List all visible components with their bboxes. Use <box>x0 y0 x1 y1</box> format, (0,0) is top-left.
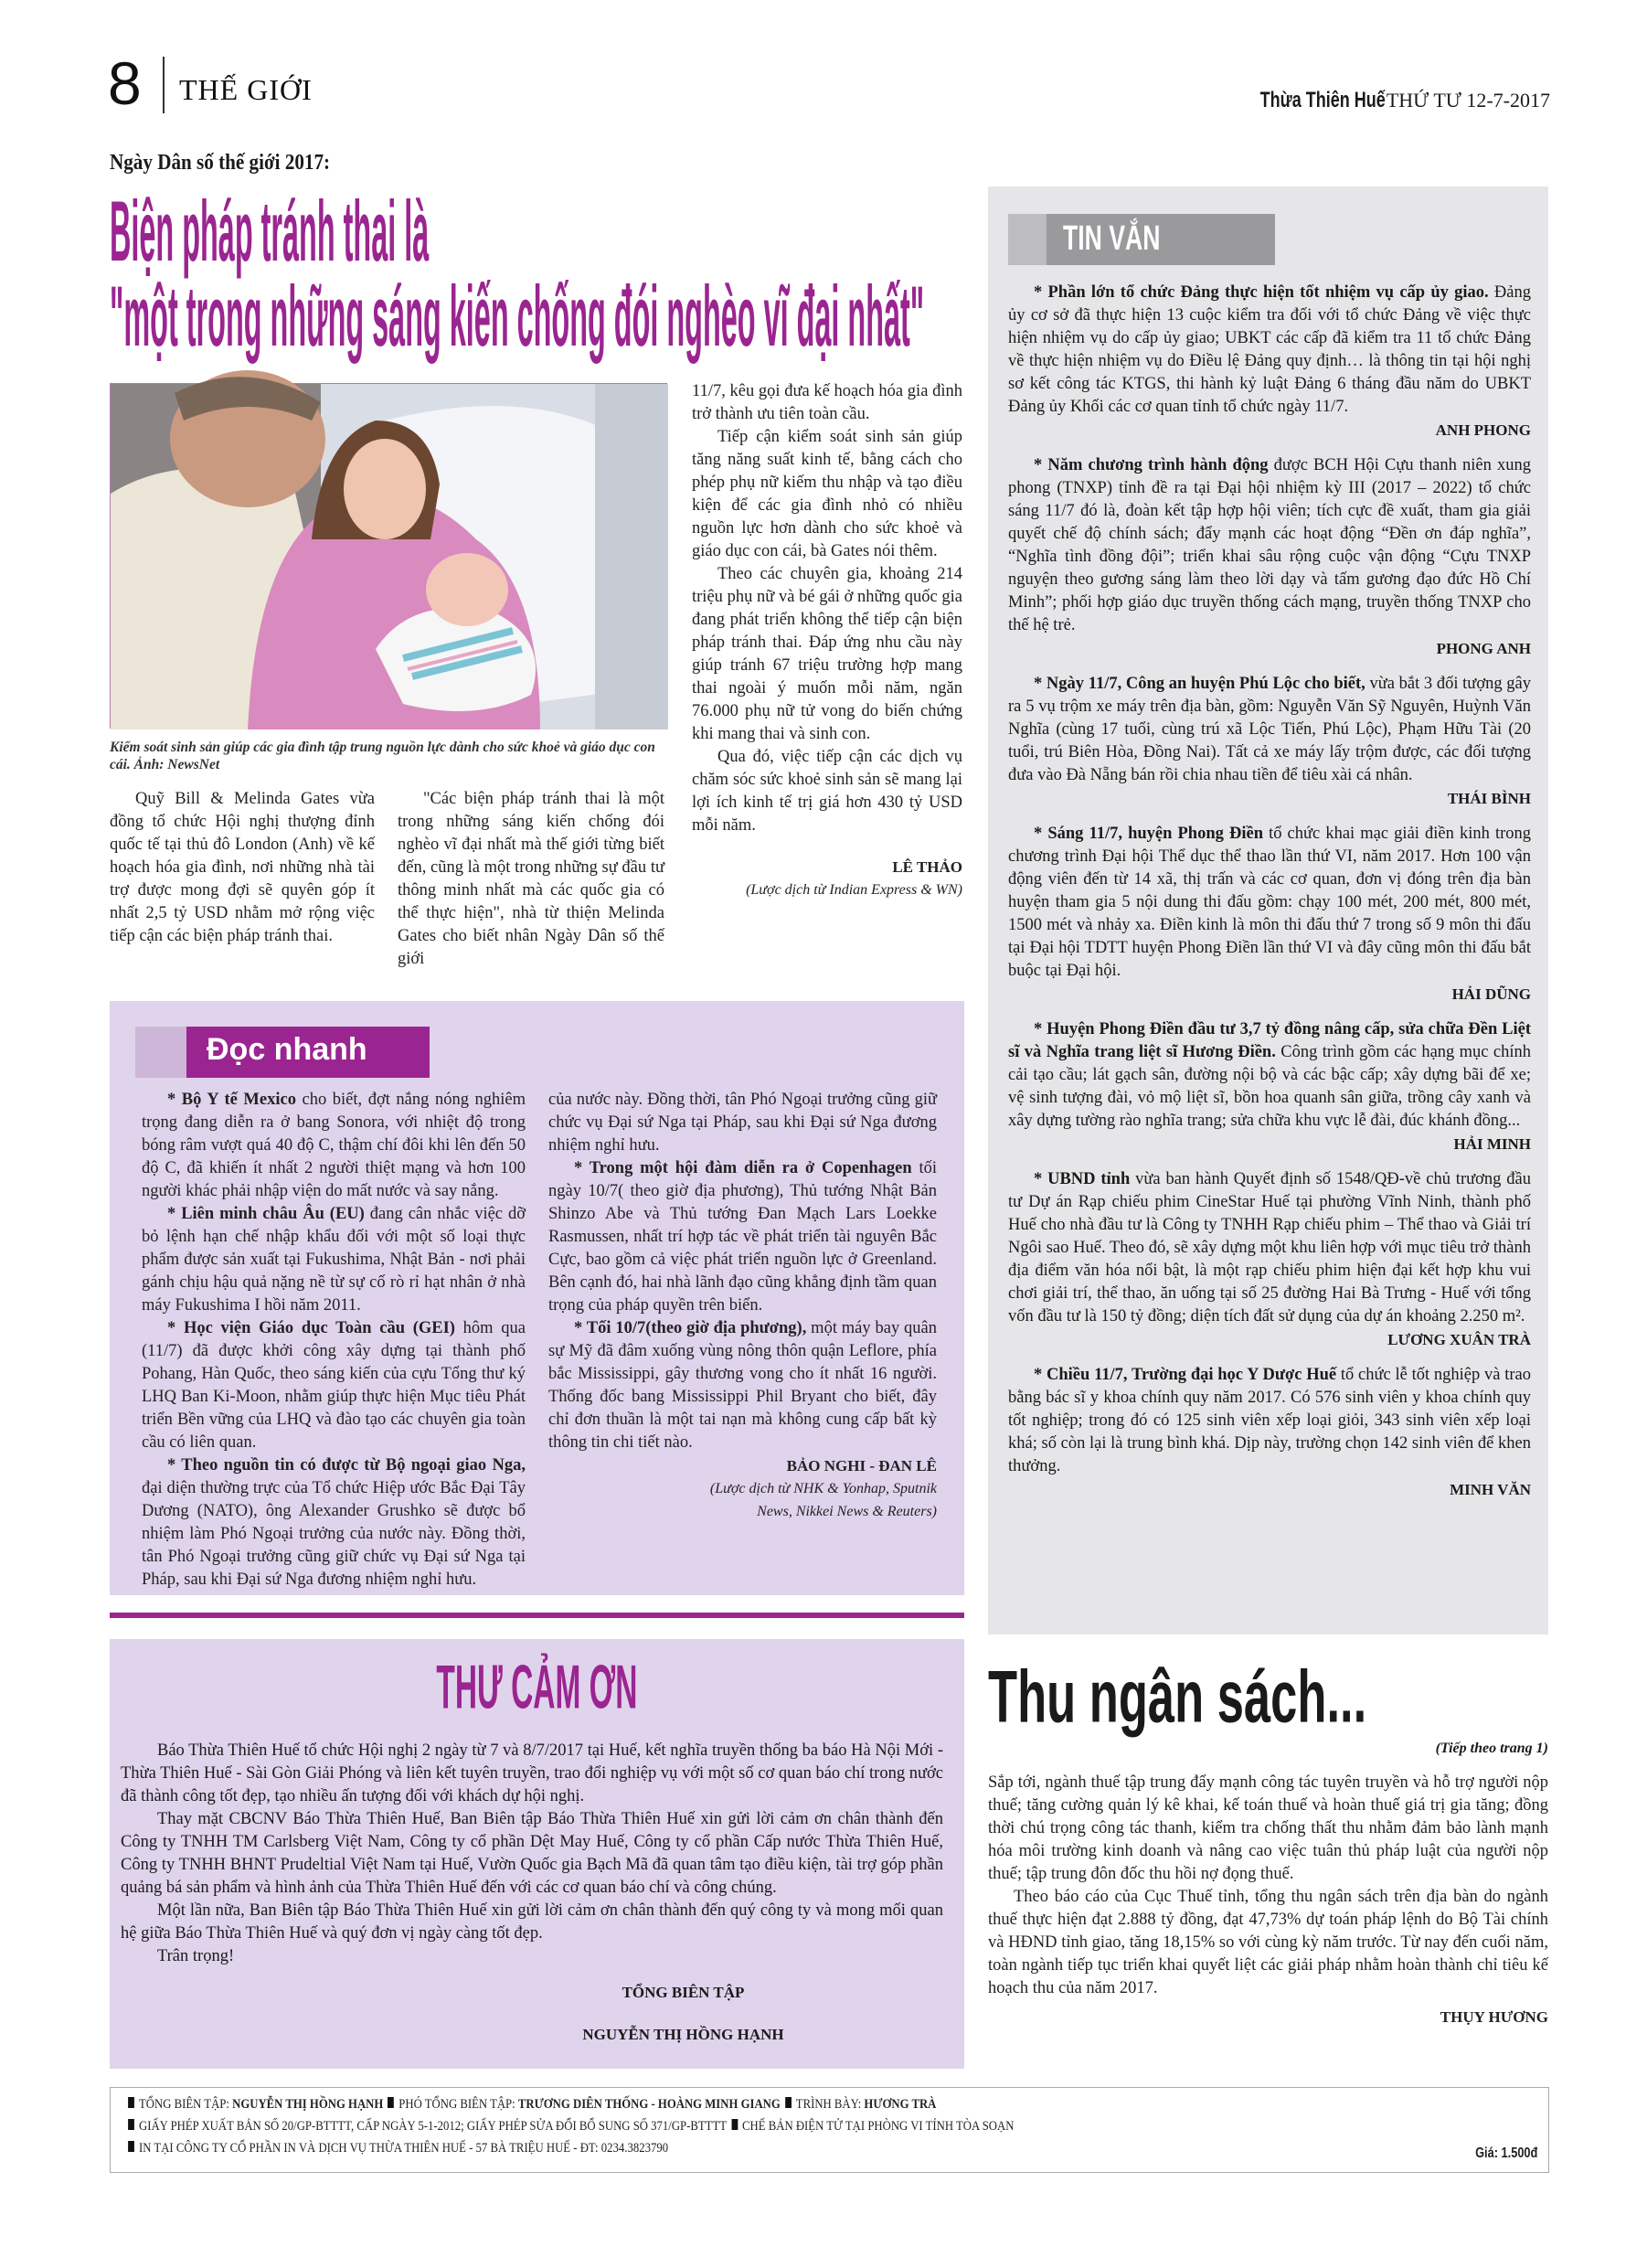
letter-paragraph: Một lần nữa, Ban Biên tập Báo Thừa Thiên Huế xin gửi lời cảm ơn chân thành đến quý công ty và mong mối quan hệ giữa Báo Thừa Thiên Huế và quý đơn vị ngày càng tốt đẹp. <box>121 1901 943 1943</box>
news-author: LƯƠNG XUÂN TRÀ <box>1387 1331 1531 1348</box>
news-item <box>1008 1018 1531 1155</box>
issue-date: THỨ TƯ 12-7-2017 <box>1386 89 1550 112</box>
article-column-1 <box>110 788 375 948</box>
footer-line-3: IN TẠI CÔNG TY CỔ PHẦN IN VÀ DỊCH VỤ THỪA THIÊN HUẾ - 57 BÀ TRIỆU HUẾ - ĐT: 0234.3823790 <box>123 2137 1334 2159</box>
doc-nhanh-column-1 <box>142 1089 526 1589</box>
thank-you-body <box>121 1740 943 1968</box>
news-item <box>142 1089 526 1203</box>
tin-van-list <box>1008 282 1531 1514</box>
price-label: Giá: 1.500đ <box>1474 2146 1537 2161</box>
doc-nhanh-column-2 <box>548 1089 937 1523</box>
news-text: tối ngày 10/7( theo giờ địa phương), Thủ tướng Nhật Bản Shinzo Abe và Thủ tướng Đan Mạch Lars Loekke Rasmussen, nhất trí hợp tác về phát triển tài nguyên Bắc Cực, bao gồm cả việc phát triển nguồn lực ở Greenland. Bên cạnh đó, hai nhà lãnh đạo cũng khẳng định tầm quan trọng của pháp quyền trên biển. <box>548 1159 937 1315</box>
thank-you-title <box>110 1653 964 1722</box>
news-text: đang cân nhắc việc dỡ bỏ lệnh hạn chế nhập khẩu đối với một số loại thực phẩm được sản xuất tại Fukushima, Nhật Bản - nơi phải gánh chịu hậu quả nặng nề từ sự cố rò rỉ hạt nhân ở nhà máy Fukushima I hồi năm 2011. <box>142 1205 526 1315</box>
headline-line-1: Biện pháp tránh thai là <box>110 184 430 280</box>
article-paragraph: Theo báo cáo của Cục Thuế tỉnh, tổng thu ngân sách trên địa bàn do ngành thuế thực hiện đạt 2.888 tỷ đồng, đạt 47,73% dự toán pháp lệnh do Bộ Tài chính và HĐND tỉnh giao, tăng 18,15% so với cùng kỳ năm trước. Từ nay đến cuối năm, toàn ngành tiếp tục triển khai quyết liệt các giải pháp nhằm hoàn thành chỉ tiêu kế hoạch thu của năm 2017. <box>988 1888 1548 1997</box>
news-text: một máy bay quân sự Mỹ đã đâm xuống vùng nông thôn quận Leflore, phía bắc Mississippi, gây thương vong cho ít nhất 16 người. Thống đốc bang Mississippi Phil Bryant cho biết, đây chỉ đơn thuần là một tai nạn mà không cung cấp bất kỳ thông tin chi tiết nào. <box>548 1319 937 1452</box>
news-item <box>1008 1168 1531 1351</box>
section-title: THẾ GIỚI <box>179 73 313 106</box>
article-source: (Lược dịch từ Indian Express & WN) <box>746 882 962 898</box>
newspaper-brand: Thừa Thiên Huế <box>1259 88 1386 112</box>
masthead <box>1218 88 1550 113</box>
news-item <box>142 1317 526 1454</box>
news-lead: * Huyện Phong Điền đầu tư 3,7 tỷ đồng nâng cấp, sửa chữa Đền Liệt sĩ và Nghĩa trang liệt sĩ Hương Điền. <box>1008 1020 1531 1061</box>
news-lead: * UBND tỉnh <box>1034 1170 1131 1188</box>
news-item <box>1008 823 1531 1006</box>
signature-name: NGUYỄN THỊ HỒNG HẠNH <box>582 2026 784 2043</box>
news-lead: * Ngày 11/7, Công an huyện Phú Lộc cho biết, <box>1034 675 1365 693</box>
square-bullet-icon <box>128 2141 134 2152</box>
news-text: vừa ban hành Quyết định số 1548/QĐ-về chủ trương đầu tư Dự án Rạp chiếu phim CineStar Huế tại phường Vĩnh Ninh, thành phố Huế cho nhà đầu tư là Công ty TNHH Rạp chiếu phim – Thể thao và Giải trí Ngôi sao Huế. Theo đó, sẽ xây dựng một khu liên hợp với mục tiêu trở thành địa điểm văn hóa nổi bật, là một rạp chiếu phim hiện đại kết hợp khu vui chơi giải trí, thể thao, ăn uống tại số 25 đường Hai Bà Trưng - Huế với tổng vốn đầu tư là 150 tỷ đồng; diện tích đất sử dụng của dự án khoảng 2.250 m². <box>1008 1170 1531 1326</box>
news-item <box>548 1157 937 1317</box>
news-lead: * Năm chương trình hành động <box>1034 456 1269 474</box>
budget-article <box>988 1655 1548 2028</box>
news-author: HẢI DŨNG <box>1451 985 1531 1003</box>
news-text: Công trình gồm các hạng mục chính cải tạo cầu; lát gạch sân, đường nội bộ và các bậc cấp; xây dựng bãi để xe; vệ sinh tượng đài, vỏ mộ liệt sĩ, bồn hoa quanh sân giữa, trồng cây xanh và xây dựng tường rào nghĩa trang; sửa chữa khu vực lễ đài, đúc khánh đồng... <box>1008 1043 1531 1130</box>
section-divider <box>110 1613 964 1618</box>
headline-line-2: "một trong những sáng kiến chống đói nghèo vĩ đại nhất" <box>110 269 925 365</box>
news-lead: * Sáng 11/7, huyện Phong Điền <box>1034 825 1263 843</box>
news-text: cho biết, đợt nắng nóng nghiêm trọng đang diễn ra ở bang Sonora, với nhiệt độ trong bóng râm vượt quá 40 độ C, thậm chí đôi khi lên đến 50 độ C, đã khiến ít nhất 2 người thiệt mạng và hơn 100 người khác phải nhập viện do mất nước và say nắng. <box>142 1091 526 1200</box>
news-lead: * Bộ Y tế Mexico <box>167 1091 296 1109</box>
doc-nhanh-label <box>135 1027 430 1078</box>
doc-nhanh-byline: BẢO NGHI - ĐAN LÊ <box>786 1457 937 1475</box>
tin-van-label <box>1008 214 1275 265</box>
photo-caption: Kiểm soát sinh sản giúp các gia đình tập trung nguồn lực dành cho sức khoẻ và giáo dục con cái. Ảnh: NewsNet <box>110 740 655 772</box>
news-item <box>1008 1364 1531 1501</box>
budget-body <box>988 1772 1548 2028</box>
news-item <box>142 1454 526 1589</box>
footer-line-2: GIẤY PHÉP XUẤT BẢN SỐ 20/GP-BTTTT, CẤP NGÀY 5-1-2012; GIẤY PHÉP SỬA ĐỔI BỔ SUNG SỐ 371/GP-BTTTT CHẾ BẢN ĐIỆN TỬ TẠI PHÒNG VI TÍNH TÒA SOẠN <box>123 2115 1334 2137</box>
news-text: vừa bắt 3 đối tượng gây ra 5 vụ trộm xe máy trên địa bàn, gồm: Nguyễn Văn Sỹ Nguyên, Huỳnh Văn Nghĩa (cùng 17 tuổi, cùng trú xã Lộc Tiến, Phú Lộc), Phạm Hữu Tài (20 tuổi, trú Biên Hòa, Đồng Nai). Tất cả xe máy lấy trộm được, các đối tượng đưa vào Đà Nẵng bán rồi chia nhau tiền để tiêu xài cá nhân. <box>1008 675 1532 784</box>
header-divider <box>163 57 165 113</box>
budget-title: Thu ngân sách... <box>988 1656 1367 1738</box>
tin-van-title: TIN VẮN <box>1063 219 1161 258</box>
news-item-continued: của nước này. Đồng thời, tân Phó Ngoại trưởng cũng giữ chức vụ Đại sứ Nga tại Pháp, sau khi Đại sứ Nga đương nhiệm nghỉ hưu. <box>548 1091 937 1155</box>
news-item <box>1008 673 1531 810</box>
doc-nhanh-title: Đọc nhanh <box>207 1032 367 1067</box>
news-text: được BCH Hội Cựu thanh niên xung phong (TNXP) tỉnh đề ra tại Đại hội nhiệm kỳ III (2017 – 2022) tổ chức sáng 11/7 đó là, đoàn kết tập hợp hội viên; tích cực đề xuất, tham gia giải quyết chế độ chính sách; đẩy mạnh các hoạt động “Đền ơn đáp nghĩa”, “Nghĩa tình đồng đội”; triển khai sâu rộng cuộc vận động “Cựu TNXP nguyện theo gương sáng làm theo lời dạy và tấm gương đạo đức Hồ Chí Minh”; phối hợp giáo dục truyền thống cách mạng, truyền thống TNXP cho thế hệ trẻ. <box>1008 456 1531 634</box>
news-text: đại diện thường trực của Tổ chức Hiệp ước Bắc Đại Tây Dương (NATO), ông Alexander Grushko sẽ được bổ nhiệm làm Phó Ngoại trưởng của nước này. Đồng thời, tân Phó Ngoại trưởng cũng giữ chức vụ Đại sứ Nga tại Pháp, sau khi Đại sứ Nga đương nhiệm nghỉ hưu. <box>142 1479 526 1589</box>
square-bullet-icon <box>128 2097 134 2108</box>
article-paragraph: Qua đó, việc tiếp cận các dịch vụ chăm sóc sức khoẻ sinh sản sẽ mang lại lợi ích kinh tế trị giá hơn 430 tỷ USD mỗi năm. <box>692 748 962 835</box>
label-accent <box>135 1027 186 1078</box>
article-byline: THỤY HƯƠNG <box>1440 2008 1548 2026</box>
article-paragraph: Tiếp cận kiểm soát sinh sản giúp tăng năng suất kinh tế, bằng cách cho phép phụ nữ kiếm thu nhập và tạo điều kiện để các gia đình nhỏ có nhiều nguồn lực hơn dành cho sức khoẻ và giáo dục con cái, bà Gates nói thêm. <box>692 428 962 560</box>
news-lead: * Liên minh châu Âu (EU) <box>167 1205 365 1223</box>
article-paragraph: 11/7, kêu gọi đưa kế hoạch hóa gia đình trở thành ưu tiên toàn cầu. <box>692 382 962 423</box>
news-item <box>142 1203 526 1317</box>
tin-van-panel <box>988 186 1548 1634</box>
article-paragraph: Quỹ Bill & Melinda Gates vừa đồng tổ chức Hội nghị thượng đỉnh quốc tế tại thủ đô London (Anh) về kế hoạch hóa gia đình, nơi những nhà tài trợ được mong đợi sẽ quyên góp ít nhất 2,5 tỷ USD nhằm mở rộng việc tiếp cận các biện pháp tránh thai. <box>110 790 375 945</box>
news-author: THÁI BÌNH <box>1447 790 1531 807</box>
article-photo <box>110 383 667 729</box>
thank-you-title-text: THƯ CẢM ƠN <box>436 1653 638 1722</box>
news-text: hôm qua (11/7) đã được khởi công xây dựng tại thành phố Pohang, Hàn Quốc, theo sáng kiến của cựu Tổng thư ký LHQ Ban Ki-Moon, nhằm giúp thực hiện Mục tiêu Phát triển Bền vững của LHQ và đào tạo các chuyên gia toàn cầu có liên quan. <box>142 1319 526 1452</box>
news-item <box>548 1317 937 1454</box>
news-item <box>1008 282 1531 442</box>
news-text: tổ chức lễ tốt nghiệp và trao bằng bác sĩ y khoa chính quy năm 2017. Có 576 sinh viên y khoa chính quy tốt nghiệp; trong đó có 125 sinh viên xếp loại giỏi, 343 sinh viên xếp loại khá; số còn lại là trung bình khá. Dịp này, trường chọn 142 sinh viên để khen thưởng. <box>1008 1366 1532 1475</box>
square-bullet-icon <box>388 2097 394 2108</box>
letter-paragraph: Trân trọng! <box>157 1947 235 1965</box>
square-bullet-icon <box>128 2119 134 2130</box>
news-text: Đảng ủy cơ sở đã thực hiện 13 cuộc kiểm tra đối với tổ chức Đảng về việc thực hiện nhiệm vụ do cấp ủy giao; UBKT các cấp đã kiểm tra 11 tổ chức Đảng về thực hiện nhiệm vụ do Điều lệ Đảng quy định… là thông tin tại hội nghị sơ kết công tác KTGS, thi hành kỷ luật Đảng 6 tháng đầu năm do UBKT Đảng ủy Khối các cơ quan tỉnh tổ chức ngày 11/7. <box>1008 283 1531 416</box>
news-item <box>1008 454 1531 660</box>
article-column-2 <box>398 788 664 971</box>
news-author: PHONG ANH <box>1436 640 1531 657</box>
article-paragraph: "Các biện pháp tránh thai là một trong những sáng kiến chống đói nghèo vĩ đại nhất mà thế giới từng biết đến, cũng là một trong những sự đầu tư thông minh nhất mà các quốc gia có thể thực hiện", nhà từ thiện Melinda Gates cho biết nhân Ngày Dân số thế giới <box>398 790 664 968</box>
article-paragraph: Theo các chuyên gia, khoảng 214 triệu phụ nữ và bé gái ở những quốc gia đang phát triển không thể tiếp cận biện pháp tránh thai. Đáp ứng nhu cầu này giúp tránh 67 triệu trường hợp mang thai ngoài ý muốn mỗi năm, ngăn 76.000 phụ nữ tử vong do biến chứng khi mang thai và sinh con. <box>692 565 962 743</box>
footer-line-1: TỔNG BIÊN TẬP: NGUYỄN THỊ HỒNG HẠNH PHÓ TỔNG BIÊN TẬP: TRƯƠNG DIÊN THỐNG - HOÀNG MINH GIANG TRÌNH BÀY: HƯƠNG TRÀ <box>123 2093 1334 2115</box>
doc-nhanh-box <box>110 1001 964 1595</box>
doc-nhanh-source: (Lược dịch từ NHK & Yonhap, Sputnik News, Nikkei News & Reuters) <box>709 1481 937 1519</box>
continued-note: (Tiếp theo trang 1) <box>1435 1741 1548 1756</box>
article-column-3 <box>692 380 962 901</box>
square-bullet-icon <box>785 2097 792 2108</box>
news-lead: * Chiều 11/7, Trường đại học Y Dược Huế <box>1034 1366 1337 1384</box>
news-author: HẢI MINH <box>1453 1135 1531 1153</box>
imprint-footer <box>110 2087 1549 2173</box>
news-text: tổ chức khai mạc giải điền kinh trong chương trình Đại hội Thể dục thể thao lần thứ VI, năm 2017. Hơn 100 vận động viên đến từ 14 xã, thị trấn và các cơ quan, đơn vị đóng trên địa bàn huyện tham gia 5 nội dung thi đấu gồm: chạy 100 mét, 200 mét, 800 mét, 1500 mét và nhảy xa. Điền kinh là môn thi đấu thứ 7 trong số 9 môn thi đấu tại Đại hội TDTT huyện Phong Điền lần thứ VI và đây cũng môn thi đấu bắt buộc tại Đại hội. <box>1008 825 1531 980</box>
news-lead: * Phần lớn tổ chức Đảng thực hiện tốt nhiệm vụ cấp ủy giao. <box>1034 283 1489 302</box>
news-lead: * Trong một hội đàm diễn ra ở Copenhagen <box>574 1159 912 1177</box>
page-number: 8 <box>108 49 142 117</box>
letter-paragraph: Thay mặt CBCNV Báo Thừa Thiên Huế, Ban Biên tập Báo Thừa Thiên Huế xin gửi lời cảm ơn chân thành đến Công ty TNHH TM Carlsberg Việt Nam, Công ty cổ phần Dệt May Huế, Công ty cổ phần Cấp nước Thừa Thiên Huế, Công ty TNHH BHNT Prudeltial Việt Nam tại Huế, Vườn Quốc gia Bạch Mã đã quan tâm tạo điều kiện, tài trợ góp phần quảng bá sản phẩm và hình ảnh của Thừa Thiên Huế đến với các cơ quan báo chí và công chúng. <box>121 1810 943 1897</box>
news-lead: * Tối 10/7(theo giờ địa phương), <box>574 1319 807 1337</box>
news-author: ANH PHONG <box>1435 421 1531 439</box>
article-paragraph: Sắp tới, ngành thuế tập trung đẩy mạnh công tác tuyên truyền và hỗ trợ người nộp thuế; tăng cường quản lý kê khai, kế toán thuế và hoàn thuế giá trị gia tăng; đồng thời chú trọng công tác thanh, kiểm tra chống thất thu nhằm đảm bảo lành mạnh hóa môi trường kinh doanh và nâng cao việc tuân thủ pháp luật của người nộp thuế; tập trung đôn đốc thu hồi nợ đọng thuế. <box>988 1773 1548 1883</box>
news-lead: * Học viện Giáo dục Toàn cầu (GEI) <box>167 1319 455 1337</box>
square-bullet-icon <box>731 2119 738 2130</box>
news-author: MINH VĂN <box>1450 1481 1531 1498</box>
article-kicker: Ngày Dân số thế giới 2017: <box>110 151 331 175</box>
news-lead: * Theo nguồn tin có được từ Bộ ngoại giao Nga, <box>167 1456 526 1475</box>
letter-paragraph: Báo Thừa Thiên Huế tổ chức Hội nghị 2 ngày từ 7 và 8/7/2017 tại Huế, kết nghĩa truyền thống ba báo Hà Nội Mới - Thừa Thiên Huế - Sài Gòn Giải Phóng và liên kết tuyên truyền, trao đổi nghiệp vụ với một số cơ quan báo chí trong nước đã thành công tốt đẹp, tạo nhiều ấn tượng đối với khách dự hội nghị. <box>121 1741 943 1805</box>
signature-title: TỔNG BIÊN TẬP <box>622 1984 745 2001</box>
label-accent <box>1008 214 1047 265</box>
thank-you-letter-box <box>110 1639 964 2069</box>
article-byline: LÊ THẢO <box>892 858 962 876</box>
